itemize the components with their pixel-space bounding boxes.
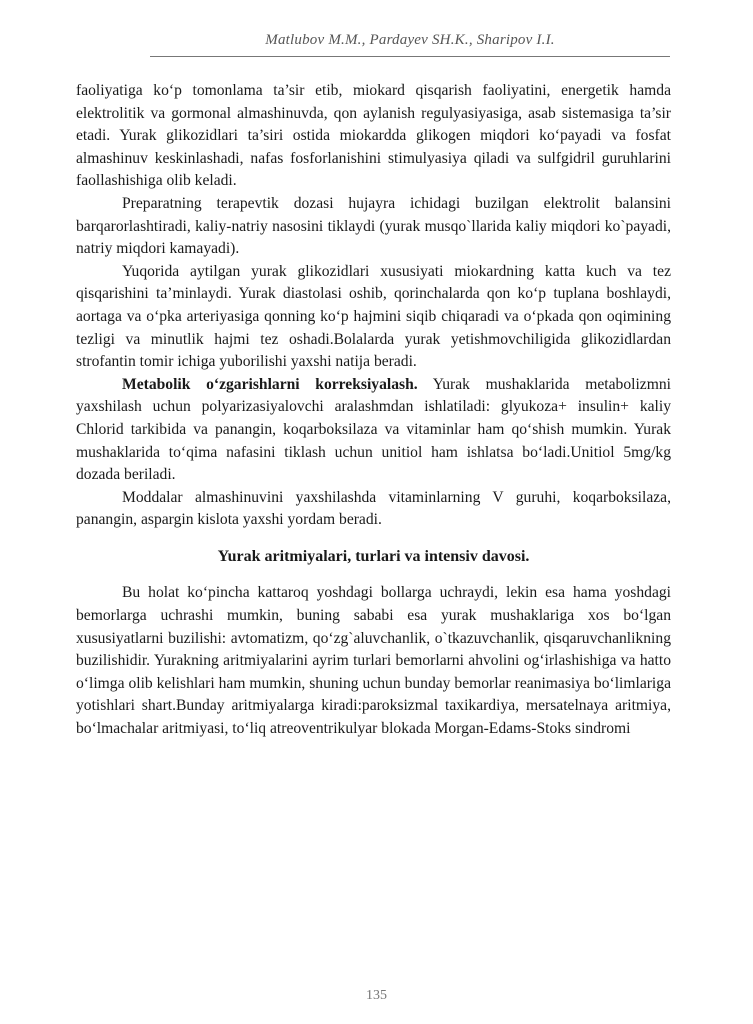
paragraph-5: Moddalar almashinuvini yaxshilashda vitaminlarning V guruhi, koqarboksilaza, panangin, aspargin kislota yaxshi yordam beradi. — [76, 488, 671, 529]
paragraph-4-text: Yurak mushaklarida metabolizmni yaxshilash uchun polyarizasiyalovchi aralashmdan ishlatiladi: glyukoza+ insulin+ kaliy Chlorid tarkibida va panangin, koqarboksilaza va vitaminlar ham qo‘shish mumkin. Yurak mushaklarida to‘qima nafasini tiklash uchun unitiol ham ishlatsa bo‘ladi.Unitiol 5mg/kg dozada beriladi. — [76, 375, 671, 484]
paragraph-6: Bu holat ko‘pincha kattaroq yoshdagi bollarga uchraydi, lekin esa hama yoshdagi bemorlarga uchrashi mumkin, buning sababi esa yurak mushaklariga xos bo‘lgan xususiyatlarni buzilishi: avtomatizm, qo‘zg`aluvchanlik, o`tkazuvchanlik, qisqaruvchanlikning buzilishidir. Yurakning aritmiyalarini ayrim turlari bemorlarni ahvolini og‘irlashishiga va hatto o‘limga olib kelishlari ham mumkin, shuning uchun bunday bemorlar reanimasiya bo‘limlariga yotishlari shart.Bunday aritmiyalarga kiradi:paroksizmal taxikardiya, mersatelnaya aritmiya, bo‘lmachalar aritmiyasi, to‘liq atreoventrikulyar blokada Morgan-Edams-Stoks sindromi — [76, 584, 671, 738]
running-head: Matlubov M.M., Pardayev SH.K., Sharipov I.I. — [265, 32, 555, 48]
paragraph-2: Preparatning terapevtik dozasi hujayra ichidagi buzilgan elektrolit balansini barqarorlashtiradi, kaliy-natriy nasosini tiklaydi (yurak musqo`llarida kaliy miqdori ko`payadi, natriy miqdori kamayadi). — [76, 194, 671, 258]
body-text — [76, 80, 671, 741]
paragraph-4 — [76, 374, 671, 487]
section-heading: Yurak aritmiyalari, turlari va intensiv davosi. — [217, 547, 530, 565]
paragraph-1: faoliyatiga ko‘p tomonlama ta’sir etib, miokard qisqarish faoliyatini, energetik hamda elektrolitik va gormonal almashinuvda, qon aylanish regulyasiyasiga, asab sistemasiga ta’sir etadi. Yurak glikozidlari ta’siri ostida miokardda glikogen miqdori ko‘payadi va fosfat almashinuv keskinlashadi, nafas fosforlanishini stimulyasiya qiladi va sulfgidril guruhlarini faollashishiga olib keladi. — [76, 82, 671, 190]
run-in-heading: Metabolik o‘zgarishlarni korreksiyalash. — [122, 375, 418, 393]
page-number: 135 — [366, 988, 387, 1003]
paragraph-3: Yuqorida aytilgan yurak glikozidlari xususiyati miokardning katta kuch va tez qisqarishini ta’minlaydi. Yurak diastolasi oshib, qorinchalarda qon ko‘p tuplana boshlaydi, aortaga va o‘pka arteriyasiga qonning ko‘p hajmini siqib chiqaradi va o‘pkada qon oqimining tezligi va minutlik hajmi tez oshadi.Bolalarda yurak yetishmovchiligida glikozidlardan strofantin tomir ichiga yuborilishi yaxshi natija beradi. — [76, 262, 671, 371]
header-rule — [150, 56, 670, 57]
